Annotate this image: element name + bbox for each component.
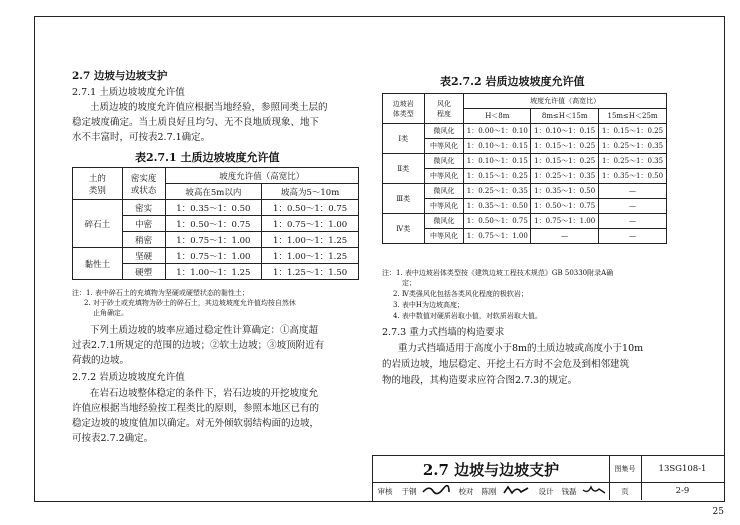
table-row <box>383 184 667 199</box>
table2-note1-cont: 定； <box>402 279 416 287</box>
table1-header-col2: 坡高为5～10m <box>262 184 359 200</box>
table2-title: 表2.7.2 岩质边坡坡度允许值 <box>440 75 585 88</box>
table1-header-type: 土的 类别 <box>73 168 123 200</box>
table-cell: 1：0.10～1：0.15 <box>464 139 531 154</box>
review-label: 审核 <box>377 486 393 496</box>
table2-type-cell: Ⅳ类 <box>383 214 425 244</box>
table1-header-col1: 坡高在5m以内 <box>165 184 262 200</box>
reviewer-name: 于钢 <box>401 486 417 496</box>
para2-line2: 过表2.7.1所规定的范围的边坡；②软土边坡；③坡顶附近有 <box>72 340 325 351</box>
para3-line2: 许值应根据当地经验按工程类比的原则，参照本地区已有的 <box>72 403 320 414</box>
table-cell: 坚硬 <box>122 248 165 264</box>
table-cell: 微风化 <box>424 154 464 169</box>
table-cell: 1：0.50～1：0.75 <box>464 214 531 229</box>
subsection-271: 2.7.1 土质边坡坡度允许值 <box>72 87 185 98</box>
para2-line3: 荷载的边坡。 <box>72 355 130 366</box>
table-cell: 1：1.00～1：1.25 <box>262 248 359 264</box>
table-cell: 中等风化 <box>424 169 464 184</box>
table-cell: 1：0.75～1：1.00 <box>464 229 531 244</box>
table-cell: — <box>599 184 667 199</box>
table-cell: 1：0.15～1：0.25 <box>531 154 599 169</box>
table-cell: — <box>599 199 667 214</box>
table-cell: 1：0.25～1：0.35 <box>531 169 599 184</box>
para3-line1: 在岩石边坡整体稳定的条件下，岩石边坡的开挖坡度允 <box>90 388 319 399</box>
design-label: 设计 <box>538 486 554 496</box>
table-cell: 微风化 <box>424 184 464 199</box>
table1 <box>72 167 359 280</box>
atlas-label: 图集号 <box>609 456 642 483</box>
table-cell: 1：0.75～1：1.00 <box>165 248 262 264</box>
table-cell: 硬塑 <box>122 264 165 280</box>
table-cell: 1：0.15～1：0.25 <box>599 124 667 139</box>
table1-header-span: 坡度允许值（高宽比） <box>165 168 358 184</box>
table2-type-cell: Ⅲ类 <box>383 184 425 214</box>
table1-type-cell: 黏性土 <box>73 248 123 280</box>
table1-title: 表2.7.1 土质边坡坡度允许值 <box>135 151 280 164</box>
table-row <box>383 154 667 169</box>
table-cell: 1：0.35～1：0.50 <box>531 184 599 199</box>
table-cell: 1：0.50～1：0.75 <box>531 199 599 214</box>
table-cell: 1：0.15～1：0.25 <box>464 169 531 184</box>
table-cell: 微风化 <box>424 124 464 139</box>
table-cell: 1：1.00～1：1.25 <box>165 264 262 280</box>
table2-header-col2: 8m≤H＜15m <box>531 109 599 124</box>
table-cell: 1：0.75～1：1.00 <box>165 232 262 248</box>
table-cell: 1：0.35～1：0.50 <box>165 200 262 216</box>
table-row <box>73 200 359 216</box>
table-cell: 1：0.10～1：0.15 <box>464 154 531 169</box>
table-cell: 1：0.15～1：0.25 <box>531 139 599 154</box>
table2-type-cell: Ⅱ类 <box>383 154 425 184</box>
table-cell: 1：0.50～1：0.75 <box>262 200 359 216</box>
table2 <box>382 93 667 244</box>
para1-line2: 稳定坡度确定。当土质良好且均匀、无不良地质现象、地下 <box>72 117 320 128</box>
check-label: 校对 <box>458 486 474 496</box>
table-cell: 密实 <box>122 200 165 216</box>
page-number: 25 <box>712 507 724 517</box>
page-label: 页 <box>609 482 642 500</box>
table-row <box>383 214 667 229</box>
table-cell: 1：0.75～1：1.00 <box>262 216 359 232</box>
table-cell: 1：0.50～1：0.75 <box>165 216 262 232</box>
reviewer-signature <box>421 484 455 498</box>
table1-note2: 2. 对于砂土或充填物为砂土的碎石土，其边坡坡度允许值均按自然休 <box>84 299 296 307</box>
designer-signature <box>581 484 609 498</box>
table-cell: 1：0.10～1：0.15 <box>531 124 599 139</box>
table-cell: 1：1.25～1：1.50 <box>262 264 359 280</box>
table2-header-col1: H＜8m <box>464 109 531 124</box>
table1-header-state: 密实度 或状态 <box>122 168 165 200</box>
para1-line3: 水不丰富时，可按表2.7.1确定。 <box>72 132 211 143</box>
designer-name: 钱磊 <box>561 486 577 496</box>
checker-name: 陈刚 <box>481 486 497 496</box>
table2-header-type: 边坡岩 体类型 <box>383 94 425 124</box>
table-row <box>383 169 667 184</box>
table2-header-span: 坡度允许值（高宽比） <box>464 94 667 109</box>
table-cell: 1：0.75～1：1.00 <box>531 214 599 229</box>
table-cell: — <box>599 214 667 229</box>
table2-header-col3: 15m≤H＜25m <box>599 109 667 124</box>
section-title: 2.7 边坡与边坡支护 <box>72 70 168 82</box>
table2-type-cell: Ⅰ类 <box>383 124 425 154</box>
subsection-272: 2.7.2 岩质边坡坡度允许值 <box>72 372 185 383</box>
titleblock-title: 2.7 边坡与边坡支护 <box>422 460 560 479</box>
table-row <box>383 139 667 154</box>
table-cell: 中等风化 <box>424 139 464 154</box>
para4-line2: 的岩质边坡，地层稳定、开挖土石方时不会危及到相邻建筑 <box>382 359 630 370</box>
table-cell: 中等风化 <box>424 199 464 214</box>
table-cell: 中密 <box>122 216 165 232</box>
table-cell: 稍密 <box>122 232 165 248</box>
table2-note1: 注：1. 表中边坡岩体类型按《建筑边坡工程技术规范》GB 50330附录A确 <box>382 269 614 277</box>
para1-line1: 土质边坡的坡度允许值应根据当地经验，参照同类土层的 <box>90 102 328 113</box>
table2-note2: 2. Ⅳ类强风化包括各类风化程度的极软岩； <box>393 290 528 298</box>
para3-line3: 稳定边坡的坡度值加以确定。对无外倾软弱结构面的边坡， <box>72 418 320 429</box>
table-cell: — <box>599 229 667 244</box>
table-cell: 1：0.35～1：0.50 <box>464 199 531 214</box>
table2-note3: 3. 表中H为边坡高度； <box>393 301 465 309</box>
table-row <box>383 229 667 244</box>
table-row <box>383 124 667 139</box>
table1-note2-cont: 止角确定。 <box>93 309 128 317</box>
table-cell: 中等风化 <box>424 229 464 244</box>
para3-line4: 可按表2.7.2确定。 <box>72 433 154 444</box>
para2-line1: 下列土质边坡的坡率应通过稳定性计算确定：①高度超 <box>90 325 319 336</box>
table1-note1: 注：1. 表中碎石土的充填物为坚硬或硬塑状态的黏性土； <box>72 289 249 297</box>
atlas-number: 13SG108-1 <box>641 456 724 483</box>
title-block <box>372 455 724 501</box>
table-cell: 1：0.25～1：0.35 <box>599 154 667 169</box>
checker-signature <box>501 484 535 498</box>
table1-type-cell: 碎石土 <box>73 200 123 248</box>
table-cell: 1：0.25～1：0.35 <box>599 139 667 154</box>
table-cell: 微风化 <box>424 214 464 229</box>
table2-note4: 4. 表中数值对硬质岩取小值，对软质岩取大值。 <box>393 312 542 320</box>
table-cell: — <box>531 229 599 244</box>
table-cell: 1：0.35～1：0.50 <box>599 169 667 184</box>
table-cell: 1：0.25～1：0.35 <box>464 184 531 199</box>
para4-line3: 物的地段，其构造要求应符合图2.7.3的规定。 <box>382 375 578 386</box>
table-cell: 1：0.00～1：0.10 <box>464 124 531 139</box>
para4-line1: 重力式挡墙适用于高度小于8m的土质边坡或高度小于10m <box>398 343 644 354</box>
page-code: 2-9 <box>675 486 690 496</box>
table-cell: 1：1.00～1：1.25 <box>262 232 359 248</box>
table-row <box>383 199 667 214</box>
table2-header-weather: 风化 程度 <box>424 94 464 124</box>
table-row <box>73 248 359 264</box>
subsection-273: 2.7.3 重力式挡墙的构造要求 <box>382 327 505 338</box>
